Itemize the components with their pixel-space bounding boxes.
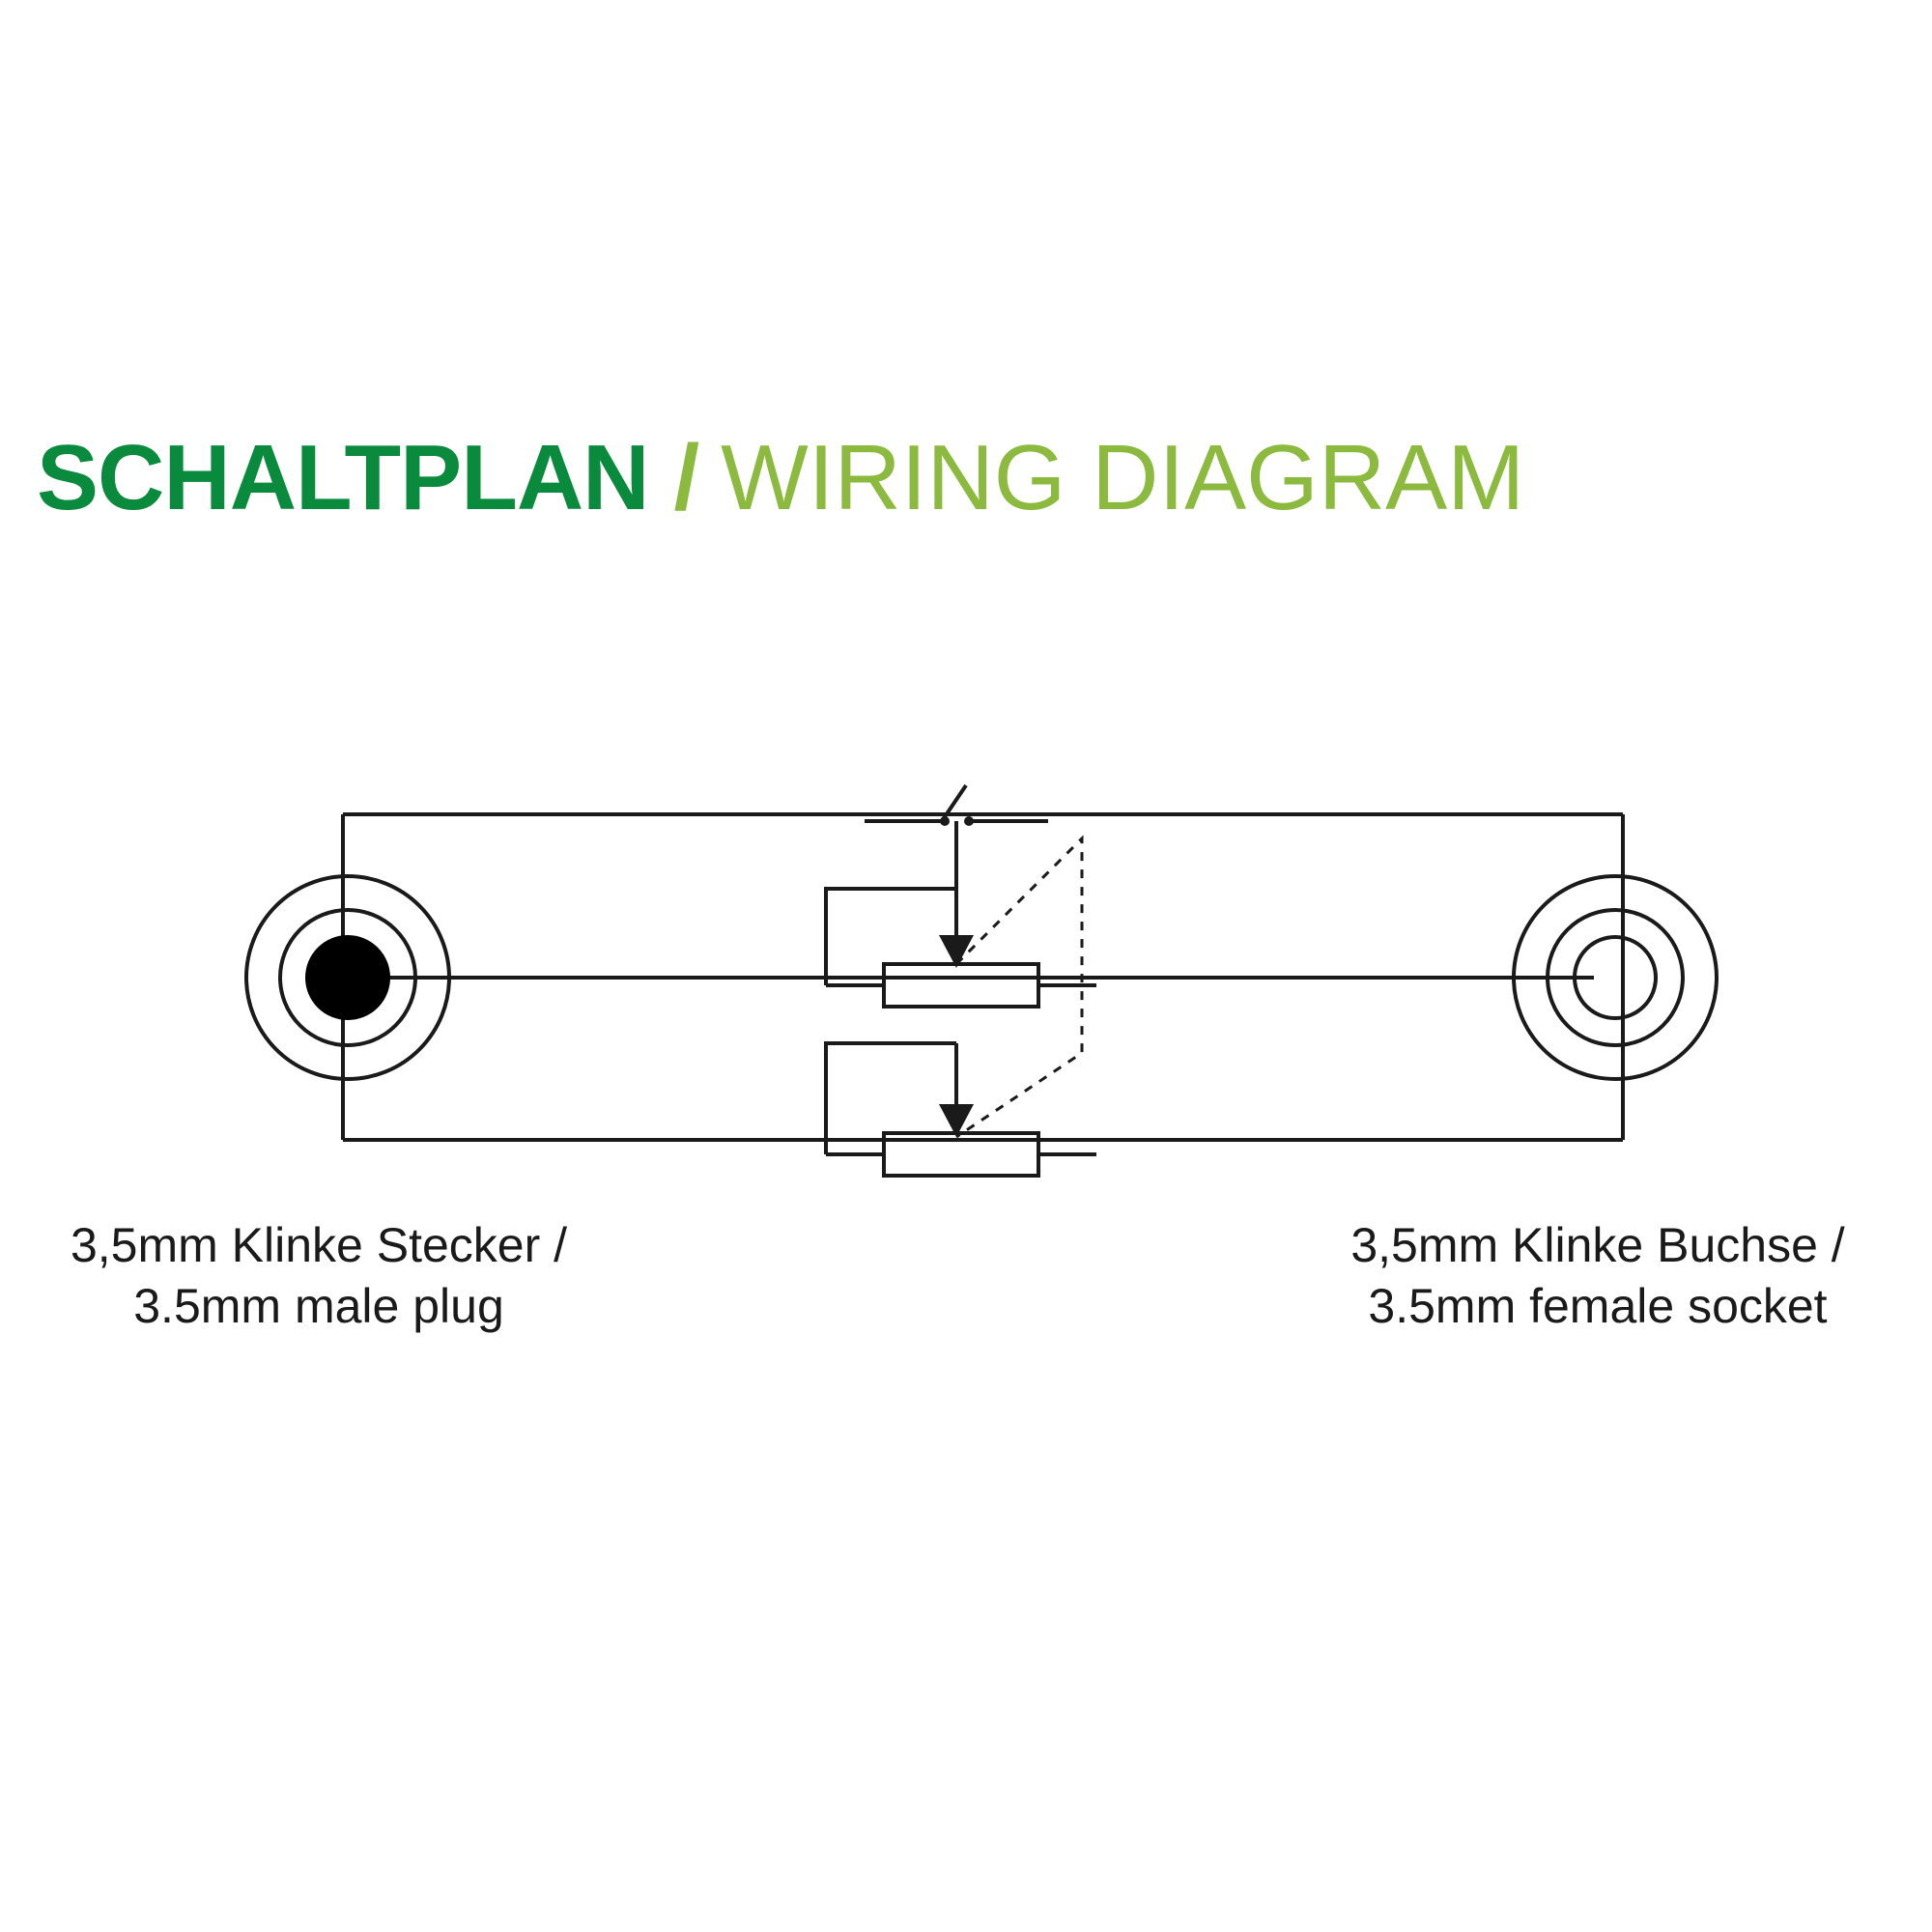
ganged-linkage: [956, 838, 1082, 1137]
caption-left-line1: 3,5mm Klinke Stecker /: [70, 1218, 568, 1272]
title-english: WIRING DIAGRAM: [721, 426, 1525, 529]
wiring-diagram-graphic: [0, 753, 1932, 1217]
diagram-svg: [0, 753, 1932, 1217]
caption-right-line2: 3.5mm female socket: [1368, 1278, 1828, 1333]
caption-left-line2: 3.5mm male plug: [133, 1278, 504, 1333]
caption-right-line1: 3,5mm Klinke Buchse /: [1350, 1218, 1845, 1272]
switch-symbol: [865, 785, 1048, 826]
title-separator: /: [673, 426, 700, 529]
potentiometer-lower: [826, 1043, 1096, 1176]
title-german: SCHALTPLAN: [37, 426, 649, 529]
caption-left-connector: [58, 1215, 580, 1336]
caption-right-connector: [1298, 1215, 1897, 1336]
page-title: [37, 425, 1901, 541]
